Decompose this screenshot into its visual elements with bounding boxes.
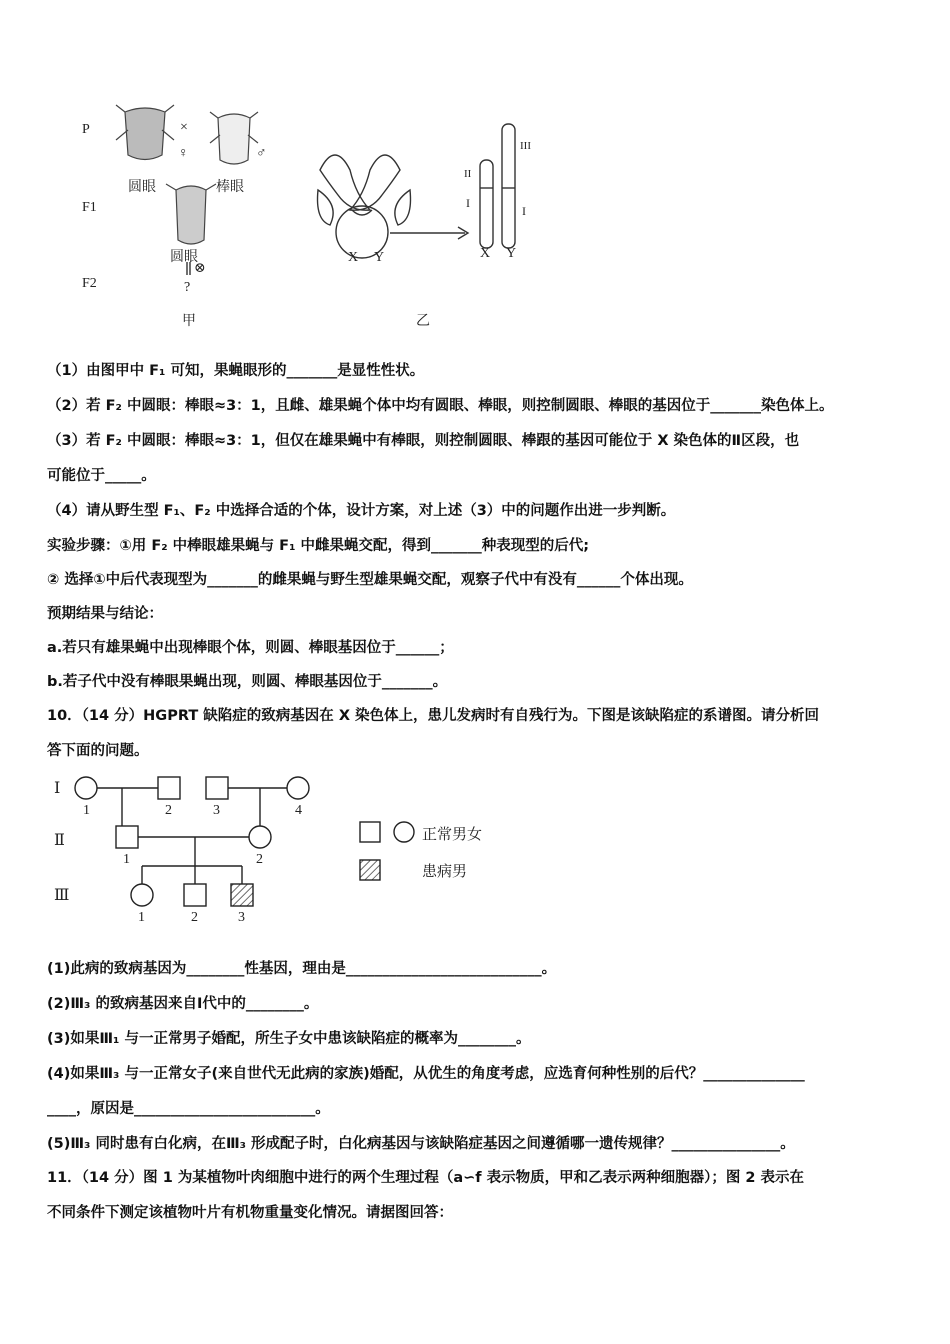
pedigree-i1-female — [75, 777, 97, 799]
pedigree-ii2-female — [249, 826, 271, 848]
q9-result-b: b.若子代中没有棒眼果蝇出现，则圆、棒眼基因位于_______。 — [47, 674, 448, 690]
figure-fruitfly — [70, 100, 590, 335]
q10-part4-line1: (4)如果Ⅲ₃ 与一正常女子(来自世代无此病的家族)婚配，从优生的角度考虑，应选育何种性别的后代？______________ — [47, 1066, 805, 1082]
q10-part4-line2: ____，原因是_________________________。 — [47, 1101, 330, 1117]
q9-sub3-line1: （3）若 F₂ 中圆眼：棒眼≈3：1，但仅在雄果蝇中有棒眼，则控制圆眼、棒跟的基因可能位于 X 染色体的Ⅱ区段，也 — [47, 433, 800, 449]
pedigree-num-ii2: 2 — [256, 852, 263, 867]
q9-result-a: a.若只有雄果蝇中出现棒眼个体，则圆、棒眼基因位于______； — [47, 640, 454, 656]
q9-sub3-line2: 可能位于_____。 — [47, 468, 156, 484]
q10-part2: (2)Ⅲ₃ 的致病基因来自Ⅰ代中的________。 — [47, 996, 319, 1012]
chrom-name-y: Y — [506, 246, 517, 261]
male-symbol-icon: ♂ — [256, 146, 267, 161]
pedigree-i4-female — [287, 777, 309, 799]
legend-affected-male-icon — [360, 860, 380, 880]
female-symbol-icon: ♀ — [178, 146, 189, 161]
pedigree-lines — [50, 770, 510, 935]
gen-label-f2: F2 — [82, 276, 97, 291]
pedigree-gen-i: Ⅰ — [54, 780, 61, 797]
pedigree-num-i3: 3 — [213, 803, 220, 818]
pedigree-num-i4: 4 — [295, 803, 302, 818]
pedigree-num-ii1: 1 — [123, 852, 130, 867]
q9-expect: 预期结果与结论： — [47, 606, 163, 622]
f1-fly-icon — [166, 184, 216, 244]
q10-part1: (1)此病的致病基因为________性基因，理由是___________________________。 — [47, 961, 557, 977]
q9-sub2: （2）若 F₂ 中圆眼：棒眼≈3：1，且雌、雄果蝇个体中均有圆眼、棒眼，则控制圆眼、棒眼的基因位于_______染色体上。 — [47, 398, 834, 414]
q10-part3: (3)如果Ⅲ₁ 与一正常男子婚配，所生子女中患该缺陷症的概率为________。 — [47, 1031, 531, 1047]
pedigree-iii1-female — [131, 884, 153, 906]
pedigree-iii2-male — [184, 884, 206, 906]
self-cross-icon: ⊗ — [194, 261, 206, 276]
xy-chromosome-icon — [480, 124, 515, 248]
q10-heading-line1: 10．（14 分）HGPRT 缺陷症的致病基因在 X 染色体上，患儿发病时有自残行为。下图是该缺陷症的系谱图。请分析回 — [47, 708, 820, 724]
caption-b: 乙 — [416, 314, 430, 329]
female-fly-icon — [116, 105, 174, 160]
legend-normal-female-icon — [394, 822, 414, 842]
q9-step1: 实验步骤：①用 F₂ 中棒眼雄果蝇与 F₁ 中雌果蝇交配，得到_______种表现型的后代; — [47, 538, 590, 554]
region-label-y-i: I — [522, 204, 526, 218]
caption-a: 甲 — [182, 314, 196, 329]
cell-label-y: Y — [374, 250, 385, 265]
gen-label-f1: F1 — [82, 200, 97, 215]
pedigree-gen-iii: Ⅲ — [54, 887, 70, 904]
pedigree-chart — [50, 770, 510, 935]
cross-symbol: × — [180, 120, 188, 135]
q9-sub1: （1）由图甲中 F₁ 可知，果蝇眼形的_______是显性性状。 — [47, 363, 425, 379]
pedigree-num-i2: 2 — [165, 803, 172, 818]
region-label-y-iii: III — [520, 140, 531, 152]
pedigree-i3-male — [206, 777, 228, 799]
pedigree-i2-male — [158, 777, 180, 799]
phenotype-bar: 棒眼 — [216, 180, 244, 195]
pedigree-num-iii2: 2 — [191, 910, 198, 925]
q10-part5: (5)Ⅲ₃ 同时患有白化病，在Ⅲ₃ 形成配子时，白化病基因与该缺陷症基因之间遵循哪一遗传规律？_______________。 — [47, 1136, 795, 1152]
q10-heading-line2: 答下面的问题。 — [47, 743, 149, 759]
q9-sub4: （4）请从野生型 F₁、F₂ 中选择合适的个体，设计方案，对上述（3）中的问题作出进一步判断。 — [47, 503, 676, 519]
cell-label-x: X — [348, 250, 359, 265]
pedigree-num-iii3: 3 — [238, 910, 245, 925]
pedigree-ii1-male — [116, 826, 138, 848]
pedigree-gen-ii: Ⅱ — [54, 832, 65, 849]
question-mark: ? — [184, 280, 191, 295]
q11-heading-line1: 11．（14 分）图 1 为某植物叶肉细胞中进行的两个生理过程（a∽f 表示物质，甲和乙表示两种细胞器）；图 2 表示在 — [47, 1170, 805, 1186]
pedigree-num-iii1: 1 — [138, 910, 145, 925]
legend-affected-label: 患病男 — [422, 864, 468, 880]
q11-heading-line2: 不同条件下测定该植物叶片有机物重量变化情况。请据图回答： — [47, 1205, 453, 1221]
f1-phenotype: 圆眼 — [170, 250, 198, 265]
legend-normal-male-icon — [360, 822, 380, 842]
region-label-x-ii: II — [464, 168, 472, 180]
male-fly-icon — [210, 112, 258, 164]
region-label-x-i: I — [466, 196, 470, 210]
q9-step2: ② 选择①中后代表现型为_______的雌果蝇与野生型雄果蝇交配，观察子代中有没有______个体出现。 — [47, 572, 693, 588]
gen-label-p: P — [82, 122, 90, 137]
pedigree-num-i1: 1 — [83, 803, 90, 818]
pedigree-iii3-affected-male — [231, 884, 253, 906]
cell-diagram-icon — [318, 155, 472, 258]
chrom-name-x: X — [480, 246, 491, 261]
legend-normal-label: 正常男女 — [422, 827, 483, 843]
fruitfly-cross-diagram — [70, 100, 590, 335]
phenotype-round: 圆眼 — [128, 180, 156, 195]
